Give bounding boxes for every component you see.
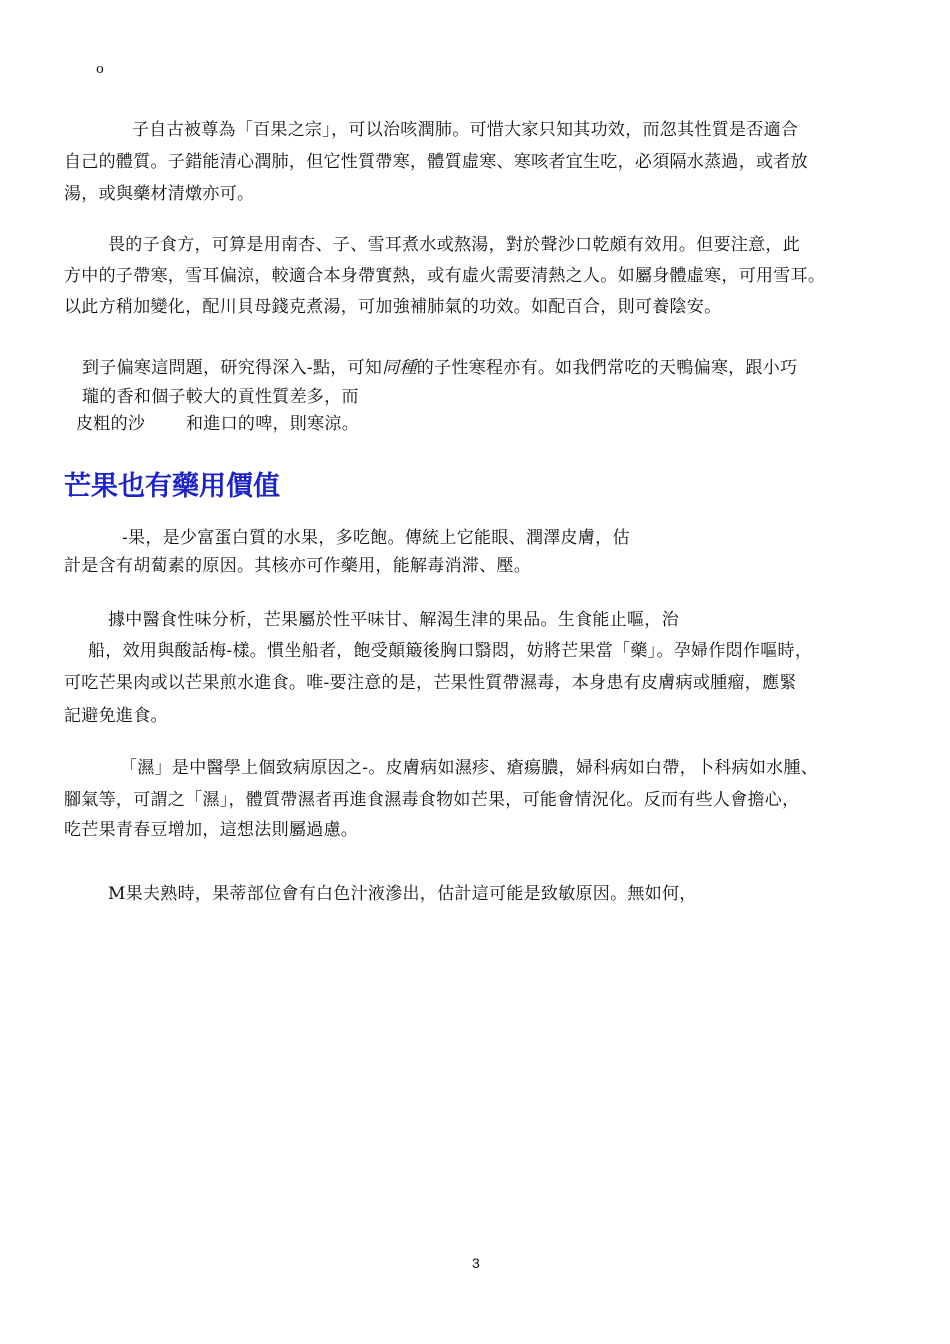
p2-line-2: 方中的子帶寒，雪耳偏涼，較適合本身帶實熱，或有虛火需要清熱之人。如屬身體虛寒，可用雪耳。 [64, 266, 826, 286]
p3-line-1 [82, 358, 797, 378]
p6-line-3: 吃芒果青春豆增加，這想法則屬過慮。 [64, 820, 359, 840]
p5-line-1: 據中醫食性味分析，芒果屬於性平味甘、解渴生津的果品。生食能止嘔，治 [108, 610, 679, 630]
p1-line-2: 自己的體質。子錯能清心潤肺，但它性質帶寒，體質虛寒、寒咳者宜生吃，必須隔水蒸過，或者放 [64, 152, 808, 172]
p3-line-1-b: 的子性寒程亦有。如我們常吃的天鴨偏寒，跟小巧 [416, 358, 798, 378]
p3-line-1-a: 到子偏寒這問題，研究得深入-點，可知 [82, 358, 383, 378]
top-mark: o [96, 62, 104, 77]
p2-line-1: 畏的子食方，可算是用南杏、子、雪耳煮水或熬湯，對於聲沙口乾頗有效用。但要注意，此 [108, 235, 800, 255]
section-heading: 芒果也有藥用價值 [64, 471, 280, 502]
p1-line-1: 子自古被尊為「百果之宗」，可以治咳潤肺。可惜大家只知其功效，而忽其性質是否適合 [132, 120, 799, 140]
p2-line-3: 以此方稍加變化，配川貝母錢克煮湯，可加強補肺氣的功效。如配百合，則可養陰安。 [64, 297, 722, 317]
p4-line-1: -果，是少富蛋白質的水果，多吃飽。傳統上它能眼、潤澤皮膚，估 [122, 528, 630, 548]
p5-line-3: 可吃芒果肉或以芒果煎水進食。唯-要注意的是，芒果性質帶濕毒，本身患有皮膚病或腫瘤，應緊 [64, 673, 797, 693]
p5-line-2: 船，效用與酸話梅-樣。慣坐船者，飽受顛簸後胸口翳悶，妨將芒果當「藥」。孕婦作悶作嘔時， [88, 641, 813, 661]
p5-line-4: 記避免進食。 [64, 706, 168, 726]
p6-line-1: 「濕」是中醫學上個致病原因之-。皮膚病如濕疹、瘡瘍膿，婦科病如白帶，卜科病如水腫、 [120, 758, 819, 778]
p3-line-1-italic: 同種 [382, 358, 417, 378]
p4-line-2: 計是含有胡蔔素的原因。其核亦可作藥用，能解毒消滞、壓。 [64, 556, 532, 576]
page-number: 3 [472, 1255, 480, 1271]
p3-line-3a: 皮粗的沙 [76, 414, 146, 434]
p6-line-2: 腳氣等，可謂之「濕」，體質帶濕者再進食濕毒食物如芒果，可能會情況化。反而有些人會擔心， [64, 790, 800, 810]
p1-line-3: 湯，或與藥材清燉亦可。 [64, 184, 255, 204]
p7-line-1: M果夫熟時，果蒂部位會有白色汁液滲出，估計這可能是致敏原因。無如何， [108, 884, 697, 904]
p3-line-3b: 和進口的啤，則寒涼。 [186, 414, 359, 434]
p3-line-2: 瓏的香和個子較大的貢性質差多，而 [82, 387, 359, 407]
